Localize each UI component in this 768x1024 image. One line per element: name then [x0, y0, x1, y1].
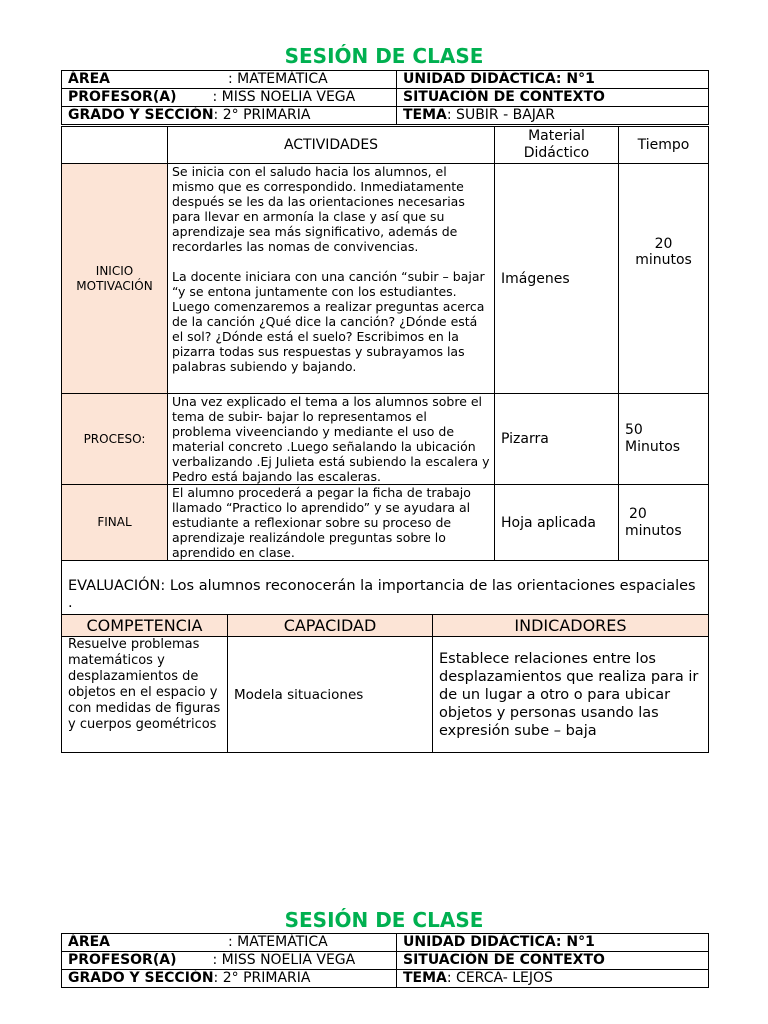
tema-cell — [397, 107, 709, 125]
unidad-label-2: UNIDAD DIDÁCTICA: N°1 — [403, 934, 595, 950]
time-inicio-value: 20 — [654, 236, 673, 252]
session-header-table — [61, 70, 709, 125]
activities-table — [61, 126, 709, 615]
indicadores-text: Establece relaciones entre los desplazamientos que realiza para ir de un lugar a otro o para ubicar objetos y personas usando las expresión sube – baja — [433, 637, 709, 753]
actividades-header: ACTIVIDADES — [168, 127, 495, 164]
time-proceso — [619, 394, 709, 485]
capacidad-text: Modela situaciones — [228, 637, 433, 753]
session-title-2: SESIÓN DE CLASE — [284, 908, 484, 932]
area-label: ÁREA — [68, 71, 111, 87]
activity-final: El alumno procederá a pegar la ficha de trabajo llamado “Practico lo aprendido” y se ayudara al estudiante a reflexionar sobre su proceso de aprendizaje realizándole preguntas sobre lo aprendido en clase. — [168, 485, 495, 561]
time-final-value: 20 — [629, 505, 647, 522]
material-header: Material Didáctico — [495, 127, 619, 164]
area-cell-2 — [62, 934, 397, 952]
area-value: : MATEMÁTICA — [228, 71, 328, 87]
time-inicio-unit: minutos — [635, 252, 692, 268]
unidad-cell-2 — [397, 934, 709, 952]
activity-inicio — [168, 164, 495, 394]
material-proceso: Pizarra — [495, 394, 619, 485]
profesor-cell — [62, 89, 397, 107]
area-value-2: : MATEMÁTICA — [228, 934, 328, 950]
area-cell — [62, 71, 397, 89]
profesor-label: PROFESOR(A) — [68, 89, 177, 105]
phase-inicio — [62, 164, 168, 394]
tema-label-2: TEMA — [403, 970, 447, 986]
time-proceso-value: 50 — [625, 422, 643, 438]
situacion-cell — [397, 89, 709, 107]
grado-label: GRADO Y SECCIÓN — [68, 107, 214, 123]
time-final — [619, 485, 709, 561]
phase-proceso: PROCESO: — [62, 394, 168, 485]
session-header-table-2 — [61, 933, 709, 988]
evaluation-text: EVALUACIÓN: Los alumnos reconocerán la importancia de las orientaciones espaciales . — [62, 561, 709, 615]
area-label-2: ÁREA — [68, 934, 111, 950]
grado-label-2: GRADO Y SECCIÓN — [68, 970, 214, 986]
profesor-cell-2 — [62, 952, 397, 970]
grado-value: : 2° PRIMARIA — [213, 107, 311, 123]
tema-value-2: : CERCA- LEJOS — [446, 970, 553, 986]
grado-value-2: : 2° PRIMARIA — [213, 970, 311, 986]
competencia-text: Resuelve problemas matemáticos y desplazamientos de objetos en el espacio y con medidas de figuras y cuerpos geométricos — [62, 637, 228, 753]
profesor-value-2: : MISS NOELIA VEGA — [212, 952, 356, 968]
session-title: SESIÓN DE CLASE — [284, 44, 484, 68]
phase-inicio-line2: MOTIVACIÓN — [76, 278, 153, 293]
unidad-cell — [397, 71, 709, 89]
time-final-unit: minutos — [625, 522, 682, 539]
material-inicio: Imágenes — [495, 164, 619, 394]
time-inicio — [619, 164, 709, 394]
tema-cell-2 — [397, 970, 709, 988]
empty-header-cell — [62, 127, 168, 164]
capacidad-header: CAPACIDAD — [228, 615, 433, 637]
grado-cell — [62, 107, 397, 125]
tema-label: TEMA — [403, 107, 447, 123]
activity-inicio-p1: Se inicia con el saludo hacia los alumnos, el mismo que es correspondido. Inmediatamente después se les da las orientaciones necesarias para llevar en armonía la clase y así que su aprendizaje sea más significativo, además de recordarles las nomas de convivencias. — [172, 164, 465, 254]
competencia-header: COMPETENCIA — [62, 615, 228, 637]
profesor-value: : MISS NOELIA VEGA — [212, 89, 356, 105]
phase-inicio-line1: INICIO — [95, 263, 134, 278]
indicadores-header: INDICADORES — [433, 615, 709, 637]
time-proceso-unit: Minutos — [625, 439, 681, 455]
activity-proceso: Una vez explicado el tema a los alumnos sobre el tema de subir- bajar lo representamos el problema viveenciando y mediante el uso de material concreto .Luego señalando la ubicación verbalizando .Ej Julieta está subiendo la escalera y Pedro está bajando las escaleras. — [168, 394, 495, 485]
situacion-label: SITUACIÓN DE CONTEXTO — [403, 89, 605, 105]
grado-cell-2 — [62, 970, 397, 988]
tiempo-header: Tiempo — [619, 127, 709, 164]
tema-value: : SUBIR - BAJAR — [446, 107, 555, 123]
material-final: Hoja aplicada — [495, 485, 619, 561]
profesor-label-2: PROFESOR(A) — [68, 952, 177, 968]
phase-final: FINAL — [62, 485, 168, 561]
unidad-label: UNIDAD DIDÁCTICA: N°1 — [403, 71, 595, 87]
situacion-cell-2 — [397, 952, 709, 970]
competency-table — [61, 614, 709, 753]
activity-inicio-p2: La docente iniciara con una canción “subir – bajar “y se entona juntamente con los estudiantes. Luego comenzaremos a realizar preguntas acerca de la canción ¿Qué dice la canción? ¿Dónde está el sol? ¿Dónde está el suelo? Escribimos en la pizarra todas sus respuestas y subrayamos las palabras subiendo y bajando. — [172, 269, 485, 374]
situacion-label-2: SITUACIÓN DE CONTEXTO — [403, 952, 605, 968]
